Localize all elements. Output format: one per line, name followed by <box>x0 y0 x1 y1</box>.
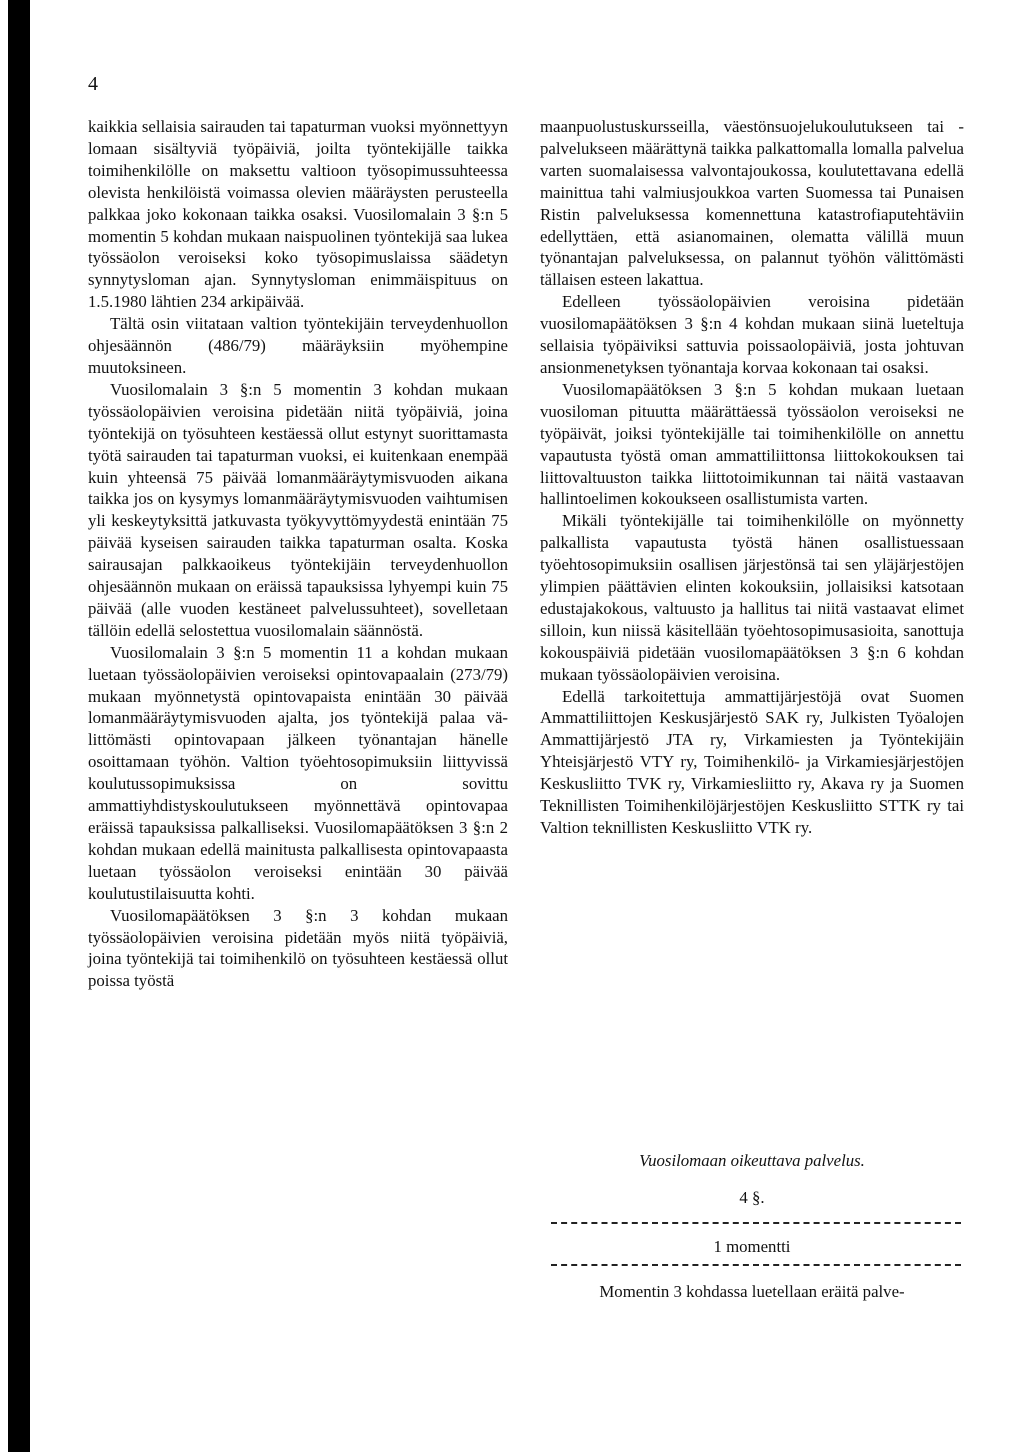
section-heading: Vuosilomaan oikeuttava palvelus. <box>639 1151 865 1170</box>
left-column <box>88 116 508 992</box>
paragraph: Vuosilomalain 3 §:n 5 momentin 3 kohdan mukaan työssäolopäivien veroisina pidetään niitä työpäiviä, joina työntekijä on työsuhteen kestäessä ollut estynyt suorittamasta työtä sairauden tai tapaturman vuoksi, ei kuitenkaan enempää kuin yhteensä 75 päivää lomanmääräytymisvuoden aikana taikka jos on kysymys lomanmääräytymisvuoden vaihtumisen yli keskeytyksittä jatkuvasta työkyvyttömyydestä enintään 75 päivää kyseisen sairauden taikka tapaturman osalta. Koska sairausajan palkkaoikeus työntekijäin terveydenhuollon ohjesäännön mukaan on eräissä tapauksissa lyhyempi kuin 75 päivää (alle vuoden kestäneet palvelussuhteet), sovelletaan tällöin edellä selostettua vuosilomalain säännöstä. <box>88 379 508 640</box>
dashed-divider <box>551 1222 961 1224</box>
paragraph: Edellä tarkoitettuja ammattijärjestöjä ovat Suomen Ammattiliittojen Keskusjärjestö SAK ry, Julkisten Työalojen Ammattijärjestö JTA ry, Virkamiesten ja Työntekijäin Yhteisjärjestö VTY ry, Toimihenkilö- ja Virkamiesjärjestöjen Keskusliitto TVK ry, Virkamiesliitto ry, Akava ry ja Suomen Teknillisten Toimihenkilöjärjestöjen Keskusliitto STTK ry tai Valtion teknillisten Keskusliitto VTK ry. <box>540 686 964 837</box>
paragraph: Vuosilomapäätöksen 3 §:n 3 kohdan mukaan työssäolopäivien veroisina pidetään myös niitä työpäiviä, joina työntekijä tai toimihenkilö on työsuhteen kestäessä ollut poissa työstä <box>88 905 508 991</box>
paragraph: kaikkia sellaisia sairauden tai tapaturman vuoksi myönnettyyn lomaan sisältyviä työpäiviä, joilta työntekijälle taikka toimihenkilölle on maksettu valtioon työsopimussuhteessa olevista henkilöistä voimassa olevien määräysten perusteella palkkaa joko kokonaan taikka osaksi. Vuosilomalain 3 §:n 5 momentin 5 kohdan mukaan naispuolinen työntekijä saa lukea työssäolon veroiseksi koko työsopimuslaissa säädetyn synnytysloman ajan. Synnytysloman enimmäispituus on 1.5.1980 lähtien 234 arkipäivää. <box>88 117 508 312</box>
paragraph: Vuosilomalain 3 §:n 5 momentin 11 a kohdan mukaan luetaan työssäolopäivien veroiseksi opintovapaalain (273/79) mukaan myönnetystä opintovapaista enintään 30 päivää lomanmääräytymisvuoden ajalta, jos työntekijä palaa välittömästi opintovapaan jälkeen työnantajan hänelle osoittamaan työhön. Valtion työehtosopimuksiin liittyvissä koulutussopimuksissa on sovittu ammattiyhdistyskoulutukseen myönnettävä opintovapaa eräissä tapauksissa palkalliseksi. Vuosilomapäätöksen 3 §:n 2 kohdan mukaan edellä mainitusta palkallisesta opintovapaasta luetaan työssäolon veroiseksi enintään 30 päivää koulutustilaisuutta kohti. <box>88 642 508 903</box>
subsection-label: 1 momentti <box>713 1237 791 1256</box>
scan-edge-bar <box>8 0 30 1452</box>
paragraph: Vuosilomapäätöksen 3 §:n 5 kohdan mukaan luetaan vuosiloman pituutta määrättäessä työssäolon veroiseksi ne työpäivät, joiksi työntekijälle tai toimihenkilölle on annettu vapautusta työstä oman ammattiliittonsa liittokokouksen tai liittovaltuuston taikka liittotoimikunnan tai näitä vastaavan hallintoelimen kokoukseen osallistumista varten. <box>540 379 964 509</box>
paragraph: Tältä osin viitataan valtion työntekijäin terveydenhuollon ohjesäännön (486/79) määräyksiin myöhempine muutoksineen. <box>88 314 508 377</box>
section-number: 4 §. <box>739 1188 765 1207</box>
dashed-divider <box>551 1264 961 1266</box>
paragraph: Mikäli työntekijälle tai toimihenkilölle on myönnetty palkallista vapautusta työstä hänen osallistuessaan työehtosopimuksiin osallisen järjestönsä tai sen yläjärjestöjen ylimpien päättävien elinten kokouksiin, jollaisiksi katsotaan edustajakokous, valtuusto ja hallitus tai niitä vastaavat elimet silloin, kun niissä käsitellään työehtosopimusasioita, sanottuja kokouspäiviä pidetään vuosilomapäätöksen 3 §:n 6 kohdan mukaan työssäolopäivien veroisina. <box>540 511 964 684</box>
right-column <box>540 116 964 839</box>
page-number: 4 <box>88 73 98 95</box>
section-text: Momentin 3 kohdassa luetellaan eräitä palve- <box>599 1282 905 1301</box>
paragraph: Edelleen työssäolopäivien veroisina pidetään vuosilomapäätöksen 3 §:n 4 kohdan mukaan siinä lueteltuja sellaisia työpäiviksi sattuvia poissaolopäiviä, josta johtuvan ansionmenetyksen työnantaja korvaa kokonaan tai osaksi. <box>540 292 964 377</box>
paragraph: maanpuolustuskursseilla, väestönsuojelukoulutukseen tai -palvelukseen määrättynä taikka palkattomalla lomalla palvelua varten suomalaisessa valvontajoukossa, koulutettavana edellä mainittua tahi valmiusjoukkoa varten Suomessa tai Punaisen Ristin palveluksessa komennettuna katastrofiaputehtäviin edellyttäen, että asianomainen, olematta välillä muun työnantajan palveluksessa, on palannut työhön välittömästi tällaisen esteen lakattua. <box>540 117 964 290</box>
